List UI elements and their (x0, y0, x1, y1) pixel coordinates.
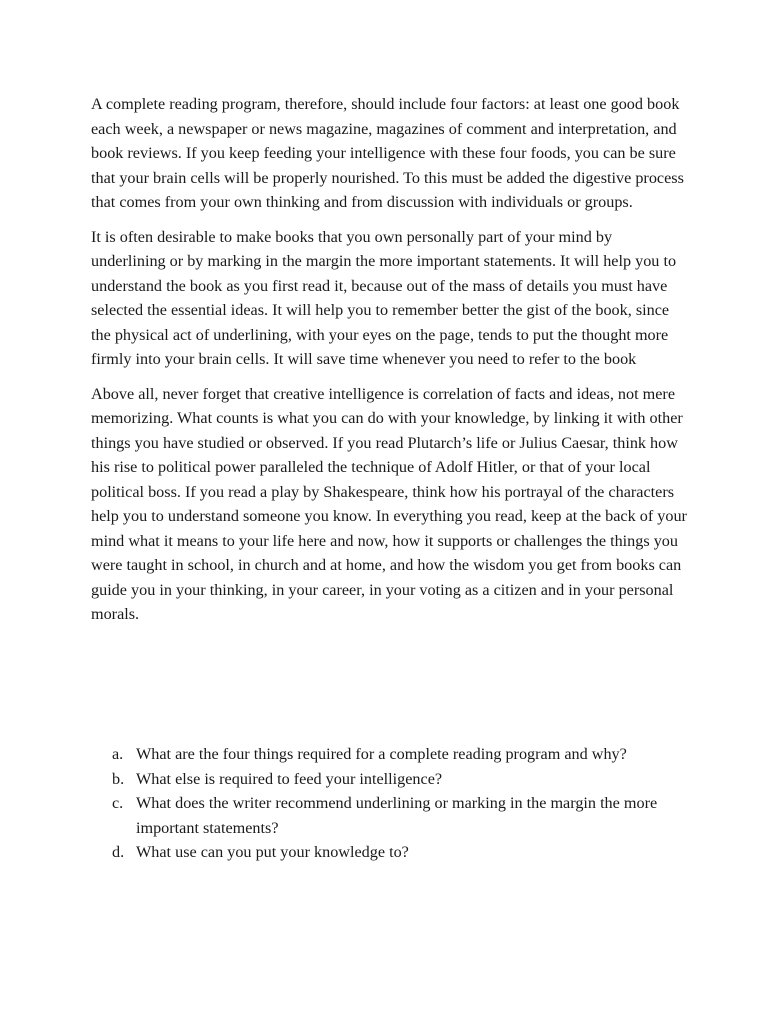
paragraph-creative-intelligence: Above all, never forget that creative intelligence is correlation of facts and ideas, not mere memorizing. What counts is what you can do with your knowledge, by linking it with other things you have studied or observed. If you read Plutarch’s life or Julius Caesar, think how his rise to political power paralleled the technique of Adolf Hitler, or that of your local political boss. If you read a play by Shakespeare, think how his portrayal of the characters help you to understand someone you know. In everything you read, keep at the back of your mind what it means to your life here and now, how it supports or challenges the things you were taught in school, in church and at home, and how the wisdom you get from books can guide you in your thinking, in your career, in your voting as a citizen and in your personal morals. (91, 384, 687, 623)
document-page (91, 92, 687, 861)
question-letter: a. (112, 745, 124, 763)
question-item-c (91, 791, 687, 840)
question-letter: d. (112, 843, 125, 861)
question-text: What else is required to feed your intelligence? (136, 769, 443, 788)
question-list (91, 742, 687, 865)
paragraph-underlining: It is often desirable to make books that you own personally part of your mind by underlining or by marking in the margin the more important statements. It will help you to understand the book as you first read it, because out of the mass of details you must have selected the essential ideas. It will help you to remember better the gist of the book, since the physical act of underlining, with your eyes on the page, tends to put the thought more firmly into your brain cells. It will save time whenever you need to refer to the book (91, 227, 677, 368)
question-letter: b. (112, 769, 125, 788)
question-text: What use can you put your knowledge to? (136, 843, 409, 861)
question-item-b (91, 767, 687, 792)
paragraph-reading-program: A complete reading program, therefore, should include four factors: at least one good book each week, a newspaper or news magazine, magazines of comment and interpretation, and book reviews. If you keep feeding your intelligence with these four foods, you can be sure that your brain cells will be properly nourished. To this must be added the digestive process that comes from your own thinking and from discussion with individuals or groups. (91, 95, 684, 211)
question-item-a (91, 742, 687, 767)
question-text: What does the writer recommend underlining or marking in the margin the more important statements? (136, 794, 658, 837)
question-item-d (91, 840, 687, 865)
question-text: What are the four things required for a complete reading program and why? (136, 745, 627, 763)
question-letter: c. (112, 794, 124, 812)
